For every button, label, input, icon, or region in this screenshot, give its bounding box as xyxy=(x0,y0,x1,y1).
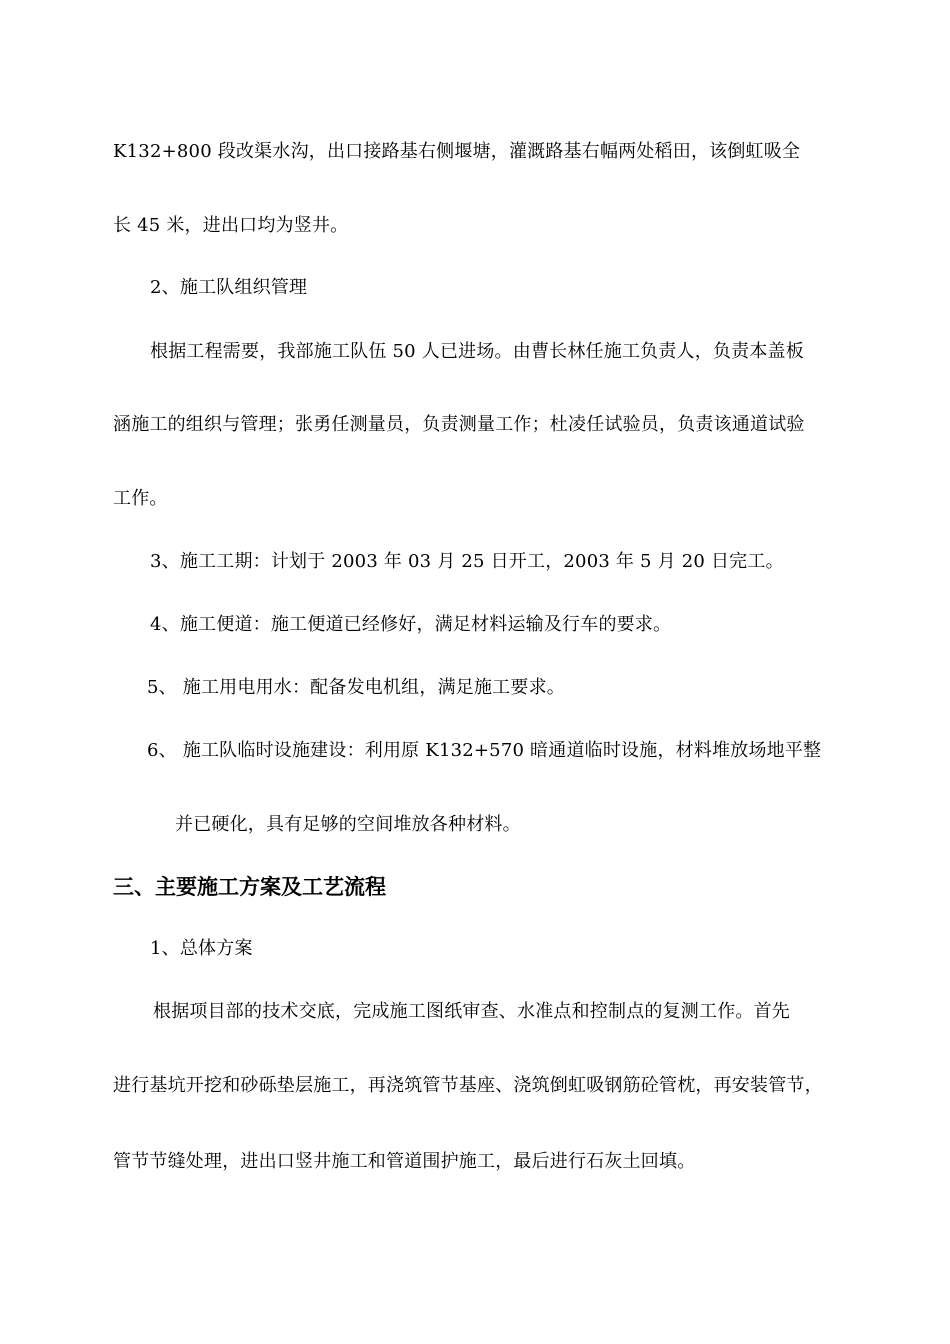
paragraph-line: K132+800 段改渠水沟，出口接路基右侧堰塘，灌溉路基右幅两处稻田，该倒虹吸全 xyxy=(113,141,801,162)
paragraph-line: 工作。 xyxy=(113,488,168,509)
paragraph-line: 长 45 米，进出口均为竖井。 xyxy=(113,215,349,236)
section-item: 6、 施工队临时设施建设：利用原 K132+570 暗通道临时设施，材料堆放场地平整 xyxy=(147,740,822,761)
paragraph-line: 根据工程需要，我部施工队伍 50 人已进场。由曹长林任施工负责人，负责本盖板 xyxy=(150,341,804,362)
section-item: 3、施工工期：计划于 2003 年 03 月 25 日开工，2003 年 5 月 20 日完工。 xyxy=(150,551,784,572)
paragraph-line: 管节节缝处理，进出口竖井施工和管道围护施工，最后进行石灰土回填。 xyxy=(113,1151,696,1172)
section-heading: 三、主要施工方案及工艺流程 xyxy=(113,875,386,899)
section-item-title: 1、总体方案 xyxy=(150,938,253,959)
section-item: 4、施工便道：施工便道已经修好，满足材料运输及行车的要求。 xyxy=(150,614,672,635)
paragraph-line: 进行基坑开挖和砂砾垫层施工，再浇筑管节基座、浇筑倒虹吸钢筋砼管枕，再安装管节， xyxy=(113,1075,823,1096)
paragraph-line: 并已硬化，具有足够的空间堆放各种材料。 xyxy=(175,814,521,835)
paragraph-line: 涵施工的组织与管理；张勇任测量员，负责测量工作；杜凌任试验员，负责该通道试验 xyxy=(113,414,805,435)
section-item-title: 2、施工队组织管理 xyxy=(150,277,308,298)
section-item: 5、 施工用电用水：配备发电机组，满足施工要求。 xyxy=(147,677,565,698)
paragraph-line: 根据项目部的技术交底，完成施工图纸审查、水准点和控制点的复测工作。首先 xyxy=(153,1001,790,1022)
